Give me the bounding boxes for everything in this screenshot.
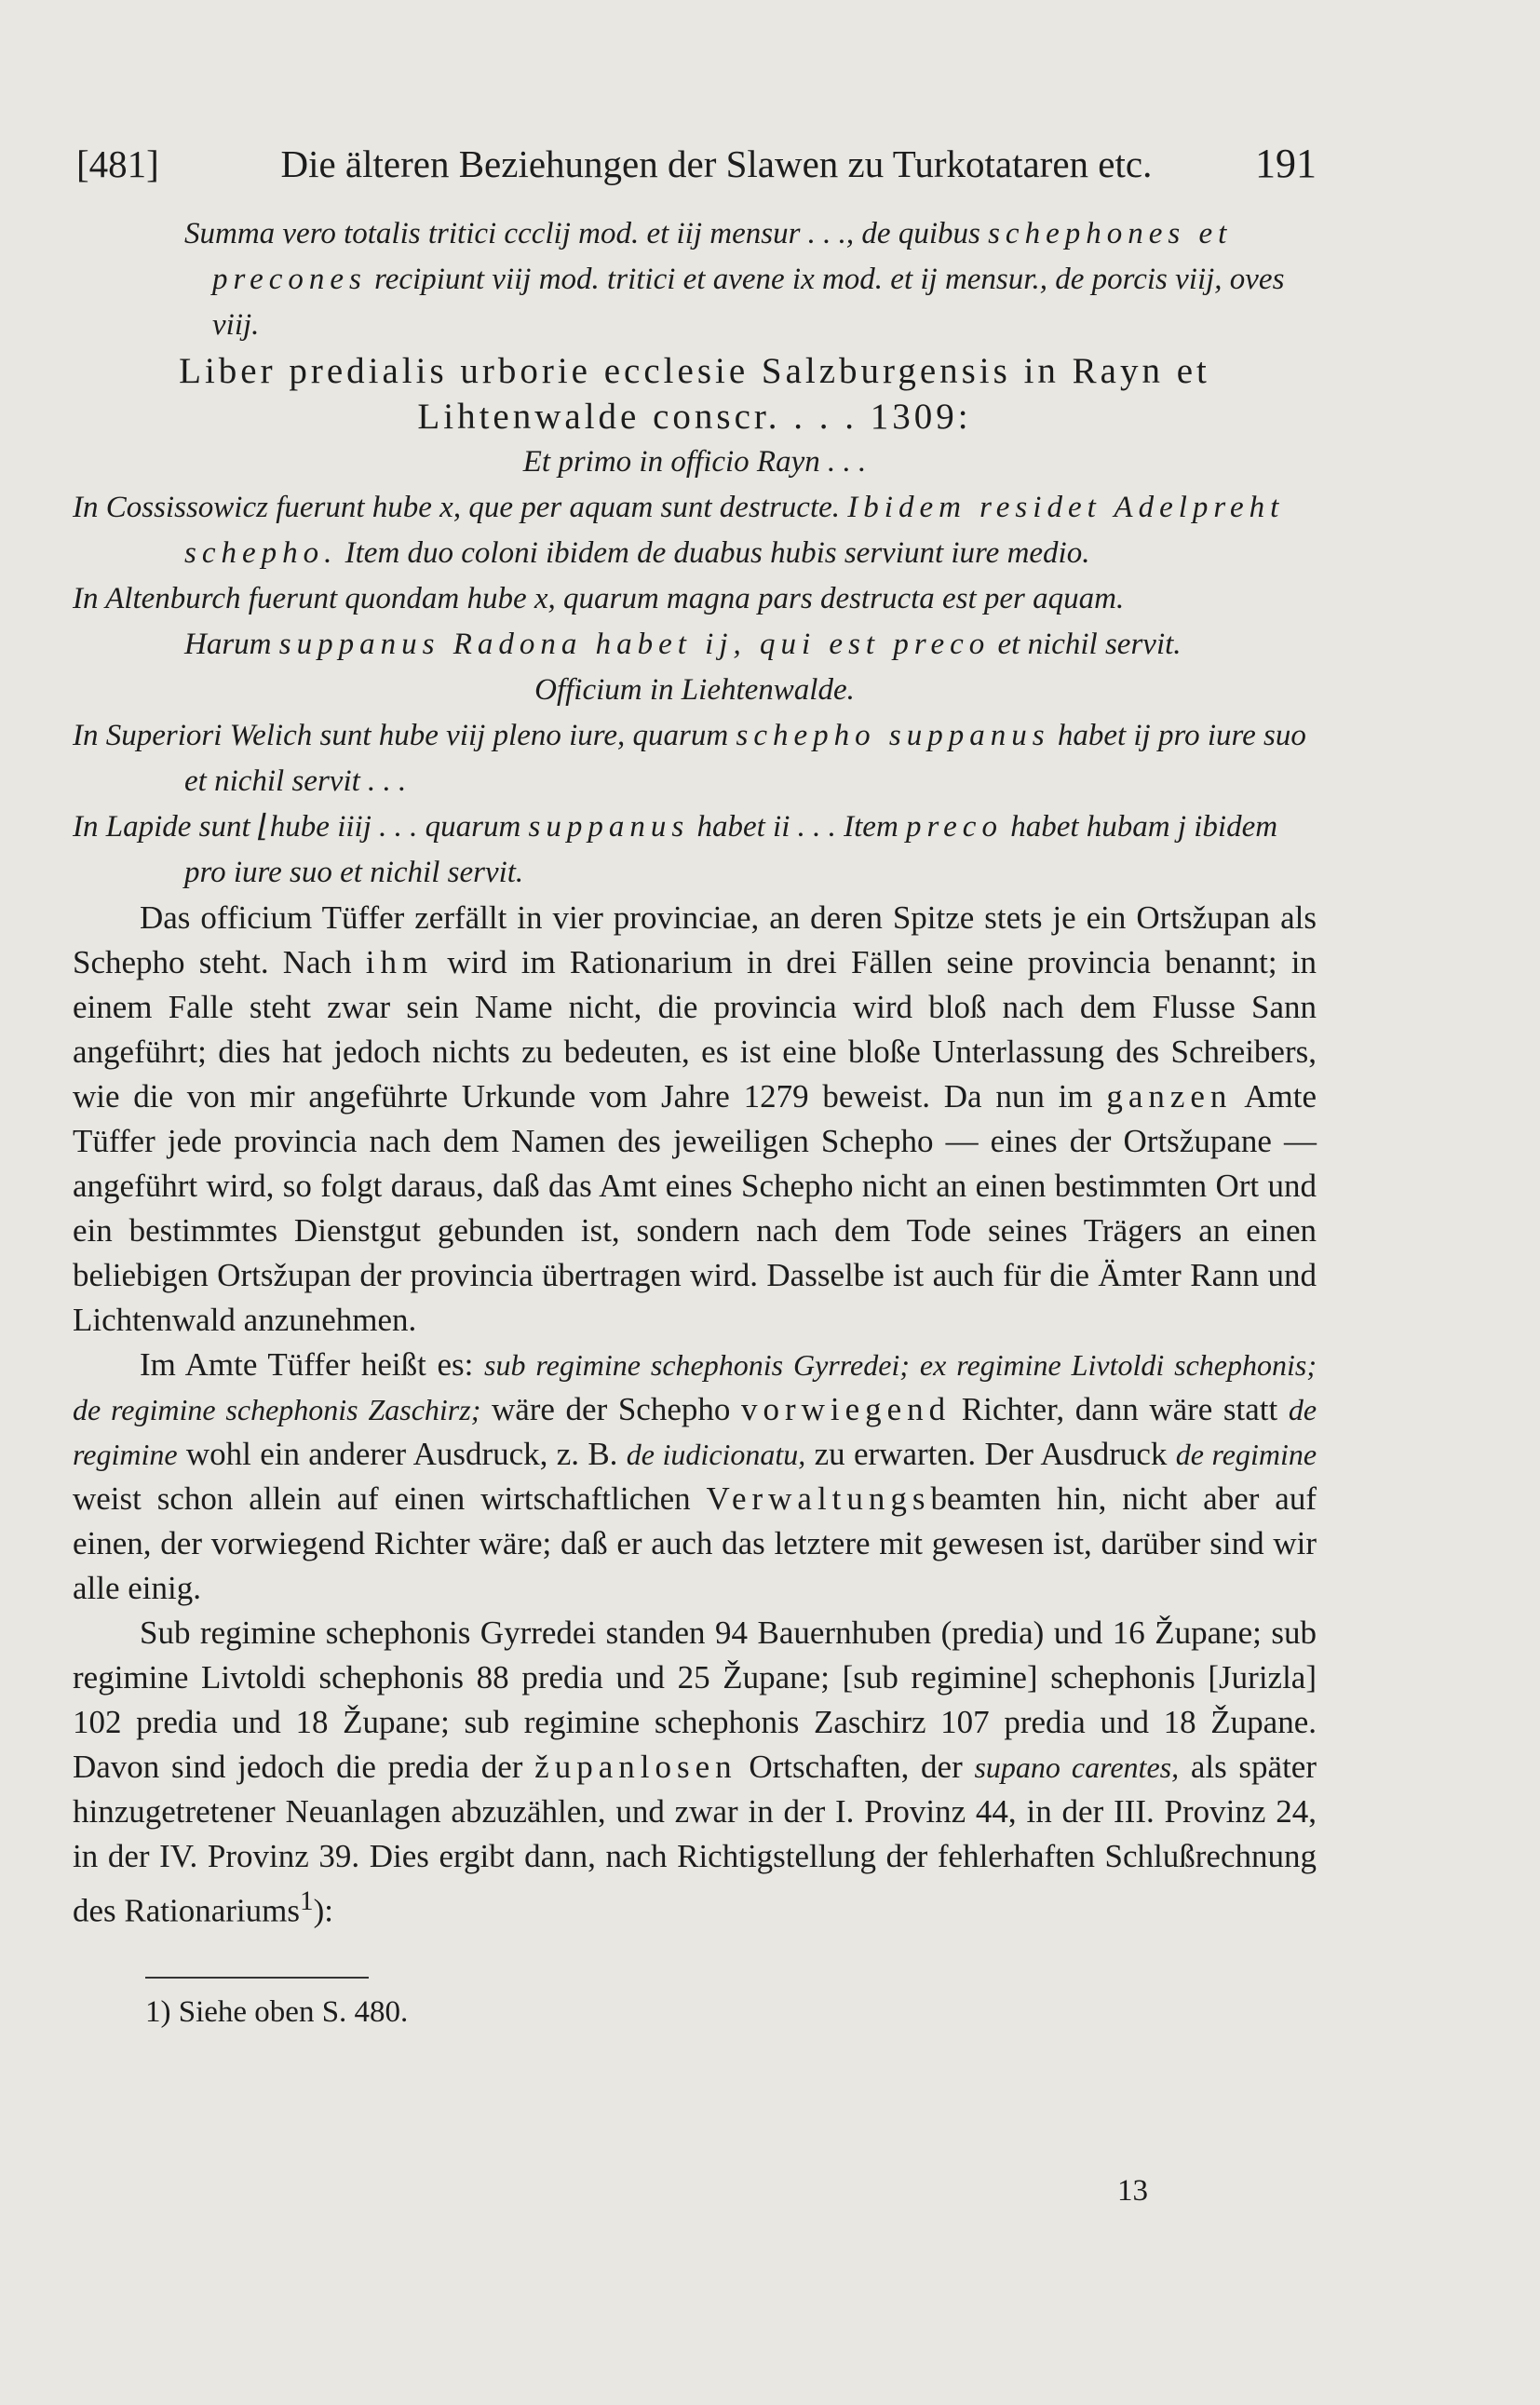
paragraph-1 [73,896,1317,1343]
text-run: weist schon allein auf einen wirtschaftlichen [73,1480,691,1517]
quote-text: In Lapide sunt ⌊hube iiij . . . quarum [73,810,521,844]
paragraph-3 [73,1611,1317,1934]
spaced-text: vorwiegend [740,1391,952,1427]
quote-paragraph [73,713,1317,804]
paragraph-2 [73,1343,1317,1611]
spaced-text: schepho suppanus [736,719,1050,752]
footnote-marker: 1 [300,1886,314,1916]
spaced-text: Ibidem residet Adelpreht schepho. [184,491,1285,570]
spaced-text: schephones et precones [212,217,1233,296]
quote-text: et nichil servit. [997,628,1182,661]
quote-paragraph [73,485,1317,576]
text-run: beamten hin, nicht aber auf einen, der vorwiegend Richter wäre; daß er auch das letztere mit gewesen ist, darüber sind wir alle einig. [73,1480,1317,1606]
liber-line-2: Lihtenwalde conscr. . . . 1309: [417,397,972,437]
italic-text: de iudicionatu, [626,1438,806,1471]
latin-quote-1 [73,211,1317,348]
liber-line-1: Liber predialis urborie ecclesie Salzburgensis in Rayn et [179,351,1210,391]
text-run: wäre der Schepho [491,1391,731,1427]
quote-paragraph [73,622,1317,668]
quote-text: habet hubam j ibidem pro iure suo et nichil servit. [184,810,1278,889]
text-run: wird im Rationarium in drei Fällen seine provincia benannt; in einem Falle steht zwar sein Name nicht, die provincia wird bloß nach dem Flusse Sann angeführt; dies hat jedoch nichts zu bedeuten, es ist eine bloße Unterlassung des Schreibers, wie die von mir angeführte Urkunde vom Jahre 1279 beweist. Da nun im [73,944,1317,1115]
text-run: Amte Tüffer jede provincia nach dem Namen des jeweiligen Schepho — eines der Ortsžupane — angeführt wird, so folgt daraus, daß das Amt eines Schepho nicht an einen bestimmten Ort und ein bestimmtes Dienstgut gebunden ist, sondern nach dem Tode seines Trägers an einen beliebigen Ortsžupan der provincia übertragen wird. Dasselbe ist auch für die Ämter Rann und Lichtenwald anzunehmen. [73,1078,1317,1338]
quote-centered-line: Et primo in officio Rayn . . . [522,445,867,479]
spaced-text: županlosen [534,1749,737,1785]
text-run: Im Amte Tüffer heißt es: [140,1346,474,1383]
italic-text: de regimine [73,1393,1317,1471]
quote-text: In Superiori Welich sunt hube viij pleno iure, quarum [73,719,729,752]
running-header [73,140,1317,187]
footnote: 1) Siehe oben S. 480. [145,1994,409,2029]
quote-paragraph: In Altenburch fuerunt quondam hube x, quarum magna pars destructa est per aquam. [73,582,1125,615]
text-run: Ortschaften, der [749,1749,963,1785]
quote-centered-line: Officium in Liehtenwalde. [534,673,855,707]
quote-text: Item duo coloni ibidem de duabus hubis serviunt iure medio. [344,536,1090,570]
section-number: [481] [76,142,159,185]
quote-text: habet ii . . . Item [696,810,898,844]
quote-text: recipiunt viij mod. tritici et avene ix mod. et ij mensur., de porcis viij, oves viij. [212,263,1285,342]
italic-text: sub regimine schephonis Gyrredei; ex regimine Livtoldi schephonis; de regimine schephonis Zaschirz; [73,1348,1317,1426]
italic-text: supano carentes, [974,1750,1180,1784]
latin-quote-2 [73,439,1317,896]
text-run: Richter, dann wäre statt [961,1391,1278,1427]
body-text [73,896,1317,1934]
quote-text: habet ij pro iure suo et nichil servit . . . [184,719,1306,798]
signature-mark: 13 [1117,2174,1148,2208]
spaced-text: ganzen [1106,1078,1233,1115]
text-run: ): [313,1892,333,1929]
text-run: als später hinzugetretener Neuanlagen abzuzählen, und zwar in der I. Provinz 44, in der III. Provinz 24, in der IV. Provinz 39. Dies ergibt dann, nach Richtigstellung der fehlerhaften Schlußrechnung des Rationariums [73,1749,1317,1929]
page-number: 191 [1255,141,1317,186]
spaced-text: Verwaltungs [706,1480,931,1517]
text-run: Sub regimine schephonis Gyrredei standen 94 Bauernhuben (predia) und 16 Župane; sub regimine Livtoldi schephonis 88 predia und 25 Župane; [sub regimine] schephonis [Jurizla] 102 predia und 18 Župane; sub regimine schephonis Zaschirz 107 predia und 18 Župane. Davon sind jedoch die predia der [73,1615,1317,1785]
italic-text: de regimine [1175,1438,1317,1471]
spaced-text: suppanus Radona habet ij, qui est preco [278,628,991,661]
quote-text: Summa vero totalis tritici ccclij mod. et iij mensur . . ., de quibus [184,217,980,250]
text-run: wohl ein anderer Ausdruck, z. B. [185,1436,618,1472]
quote-text: In Cossissowicz fuerunt hube x, que per aquam sunt destructe. [73,491,841,524]
spaced-text: preco [906,810,1003,844]
running-title: Die älteren Beziehungen der Slawen zu Turkotataren etc. [280,142,1153,185]
spaced-text: ihm [365,944,434,980]
text-run: zu erwarten. Der Ausdruck [814,1436,1168,1472]
liber-heading [73,348,1317,439]
text-run: Das officium Tüffer zerfällt in vier provinciae, an deren Spitze stets je ein Ortsžupan als Schepho steht. Nach [73,899,1317,980]
footnote-rule [145,1977,369,1979]
quote-paragraph [73,804,1317,896]
spaced-text: suppanus [528,810,690,844]
quote-text: Harum [184,628,272,661]
